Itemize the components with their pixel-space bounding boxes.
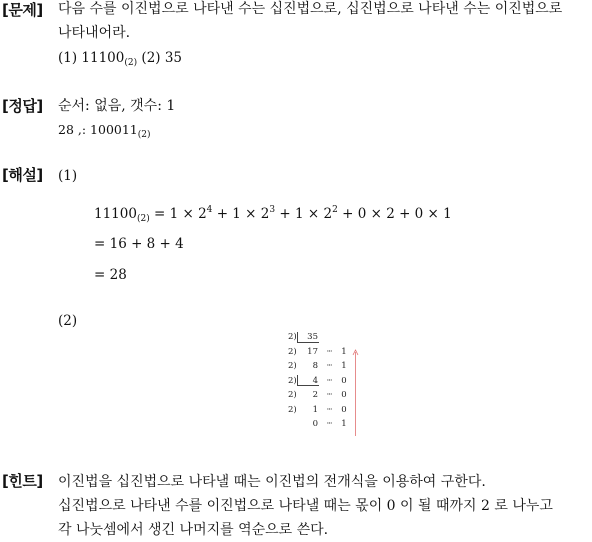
division-dots: ···: [326, 404, 332, 415]
problem-item-2: (2) 35: [141, 50, 183, 66]
division-quotient: 1: [312, 404, 318, 415]
division-dots: ···: [326, 361, 332, 371]
explanation-part-2-label: (2): [58, 313, 78, 329]
problem-body: [58, 0, 592, 75]
division-quotient: 17: [307, 346, 318, 357]
explanation-part-1-label: (1): [58, 168, 78, 184]
explanation-tag: [해설]: [2, 166, 43, 184]
answer-tag: [정답]: [2, 97, 43, 115]
division-divisor: 2): [288, 332, 297, 342]
division-remainder: 0: [341, 390, 347, 400]
hint-line-2: 십진법으로 나타낸 수를 이진법으로 나타낼 때는 몫이 0 이 될 때까지 2 로 나누고: [58, 498, 553, 514]
problem-item-1: (1) 11100: [58, 50, 125, 66]
eq1-term-3: + 1 × 2: [275, 206, 333, 222]
answer-base: (2): [137, 130, 151, 140]
division-divisor: 2): [288, 361, 297, 371]
division-bracket-top: [297, 332, 298, 342]
division-divisor: 2): [288, 390, 297, 400]
eq1-term-2: + 1 × 2: [212, 206, 270, 222]
problem-tag: [문제]: [2, 1, 43, 19]
hint-line-3: 각 나눗셈에서 생긴 나머지를 역순으로 쓴다.: [58, 522, 329, 538]
division-remainder: 0: [341, 375, 347, 386]
reverse-order-arrow: [352, 348, 360, 438]
equation-line-1: [94, 205, 452, 224]
division-quotient: 0: [312, 419, 318, 429]
problem-text-line-1: 다음 수를 이진법으로 나타낸 수는 십진법으로, 십진법으로 나타낸 수는 이진법으로: [58, 1, 563, 17]
division-underline-top: [297, 342, 319, 343]
division-remainder: 0: [341, 404, 347, 415]
division-quotient: 8: [312, 361, 318, 371]
answer-body: [58, 94, 592, 147]
division-quotient: 2: [312, 390, 318, 400]
problem-item-1-base: (2): [124, 58, 138, 68]
division-quotient: 35: [307, 332, 318, 342]
eq1-term-4: + 0 × 2 + 0 × 1: [337, 206, 452, 222]
division-divisor: 2): [288, 375, 297, 386]
problem-items: [58, 46, 592, 75]
division-divisor: 2): [288, 404, 297, 415]
division-underline-mid: [297, 385, 319, 386]
eq1-lhs: 11100: [94, 206, 137, 222]
answer-line-1: 순서: 없음, 갯수: 1: [58, 98, 176, 114]
hint-line-1: 이진법을 십진법으로 나타낼 때는 이진법의 전개식을 이용하여 구한다.: [58, 474, 486, 490]
division-quotient: 4: [312, 375, 318, 386]
hint-tag: [힌트]: [2, 472, 43, 490]
eq1-lhs-base: (2): [136, 214, 150, 224]
eq1-term-1: = 1 × 2: [149, 206, 207, 222]
division-remainder: 1: [341, 419, 347, 429]
equation-line-3: = 28: [94, 267, 127, 283]
division-divisor: 2): [288, 346, 297, 357]
division-bracket-mid: [297, 375, 298, 385]
eq1-exp-3: 2: [332, 205, 338, 215]
hint-body: [58, 470, 592, 542]
answer-values: 28 ,: 100011: [58, 122, 138, 137]
division-remainder: 1: [341, 361, 347, 371]
division-dots: ···: [326, 419, 332, 429]
eq1-exp-1: 4: [206, 205, 213, 215]
eq1-exp-2: 3: [269, 205, 276, 215]
division-diagram: [288, 330, 368, 440]
answer-line-2: [58, 118, 592, 147]
equation-line-2: = 16 + 8 + 4: [94, 236, 184, 252]
problem-text-line-2: 나타내어라.: [58, 25, 131, 41]
division-dots: ···: [326, 375, 332, 386]
division-dots: ···: [326, 390, 332, 400]
division-remainder: 1: [341, 346, 347, 357]
division-dots: ···: [326, 346, 332, 357]
